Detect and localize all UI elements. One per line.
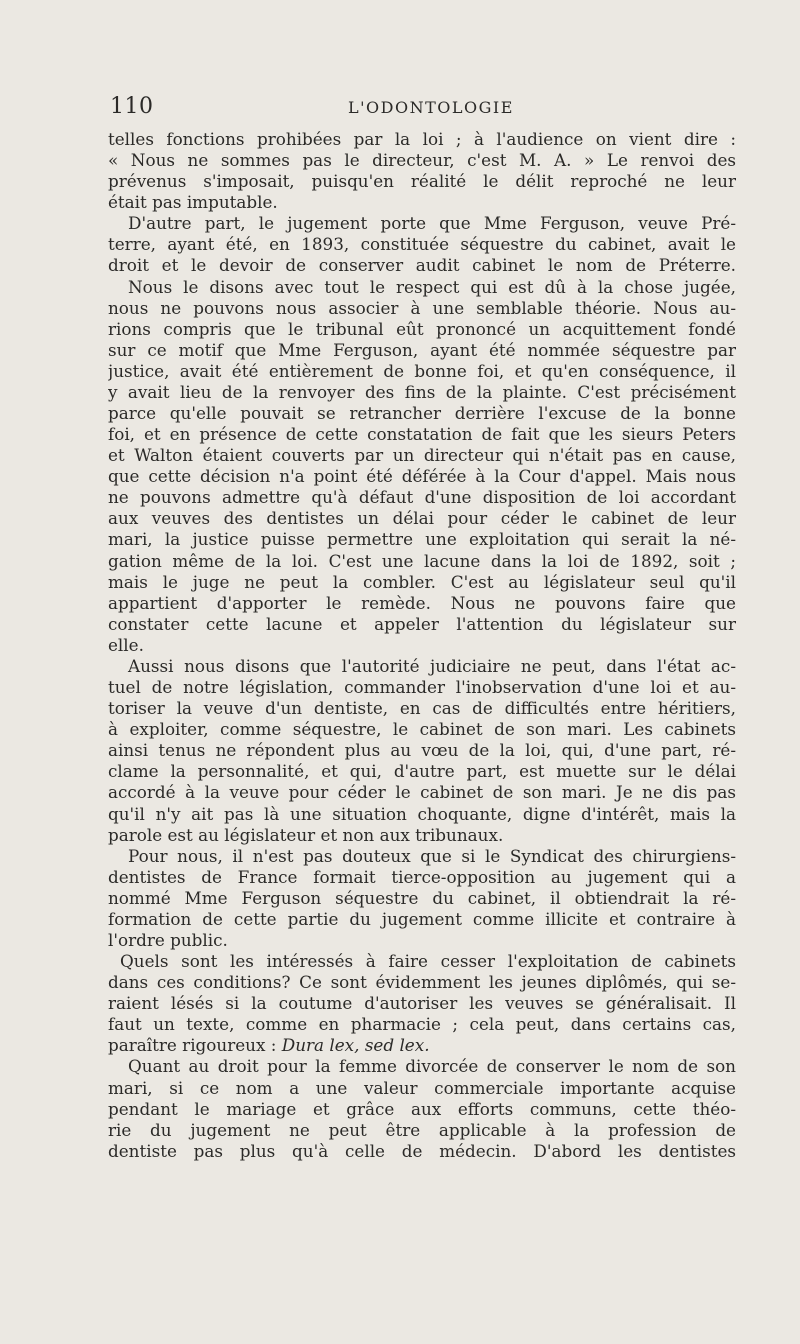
text-line: rie du jugement ne peut être applicable à la profession de [108, 1119, 736, 1140]
text-line: telles fonctions prohibées par la loi ; à l'audience on vient dire : [108, 129, 736, 149]
text-line: clame la personnalité, et qui, d'autre part, est muette sur le délai [108, 761, 736, 782]
text-line: tuel de notre législation, commander l'inobservation d'une loi et au- [108, 677, 736, 698]
text-line: accordé à la veuve pour céder le cabinet de son mari. Je ne dis pas [108, 782, 736, 803]
text-line: elle. [108, 634, 144, 655]
text-line: Aussi nous disons que l'autorité judiciaire ne peut, dans l'état ac- [128, 655, 736, 676]
text-line: constater cette lacune et appeler l'attention du législateur sur [108, 613, 736, 634]
text-fragment: paraître rigoureux : [108, 1035, 282, 1056]
latin-maxim: Dura lex, sed lex. [281, 1035, 430, 1056]
text-line: toriser la veuve d'un dentiste, en cas de difficultés entre héritiers, [108, 698, 736, 719]
text-line: ne pouvons admettre qu'à défaut d'une disposition de loi accordant [108, 487, 736, 508]
text-line: dentistes de France formait tierce-opposition au jugement qui a [108, 866, 736, 887]
text-line: dentiste pas plus qu'à celle de médecin. D'abord les dentistes [108, 1140, 736, 1161]
text-line: mari, la justice puisse permettre une exploitation qui serait la né- [108, 529, 736, 550]
text-line: sur ce motif que Mme Ferguson, ayant été nommée séquestre par [108, 339, 736, 360]
text-line-with-italic [108, 1035, 736, 1056]
text-line: était pas imputable. [108, 192, 278, 213]
text-line: aux veuves des dentistes un délai pour céder le cabinet de leur [108, 508, 736, 529]
text-line: dans ces conditions? Ce sont évidemment les jeunes diplômés, qui se- [108, 972, 736, 993]
body-text [108, 129, 736, 1162]
page-number: 110 [110, 94, 154, 119]
text-line: l'ordre public. [108, 929, 228, 950]
text-line: gation même de la loi. C'est une lacune dans la loi de 1892, soit ; [108, 550, 736, 571]
text-line: qu'il n'y ait pas là une situation choquante, digne d'intérêt, mais la [108, 803, 736, 824]
page-header [110, 94, 790, 124]
text-line: pendant le mariage et grâce aux efforts communs, cette théo- [108, 1098, 736, 1119]
text-line: y avait lieu de la renvoyer des fins de la plainte. C'est précisément [108, 381, 736, 402]
text-line: et Walton étaient couverts par un directeur qui n'était pas en cause, [108, 445, 736, 466]
text-line: droit et le devoir de conserver audit cabinet le nom de Préterre. [108, 255, 736, 276]
text-line: parole est au législateur et non aux tribunaux. [108, 824, 504, 845]
running-head: L'ODONTOLOGIE [348, 98, 514, 117]
text-line: « Nous ne sommes pas le directeur, c'est M. A. » Le renvoi des [108, 150, 736, 171]
text-line: ainsi tenus ne répondent plus au vœu de la loi, qui, d'une part, ré- [108, 740, 736, 761]
text-line: faut un texte, comme en pharmacie ; cela peut, dans certains cas, [108, 1014, 736, 1035]
text-line: que cette décision n'a point été déférée à la Cour d'appel. Mais nous [108, 466, 736, 487]
text-line: rions compris que le tribunal eût prononcé un acquittement fondé [108, 318, 736, 339]
text-line: nommé Mme Ferguson séquestre du cabinet, il obtiendrait la ré- [108, 887, 736, 908]
text-line: prévenus s'imposait, puisqu'en réalité le délit reproché ne leur [108, 171, 736, 192]
text-line: nous ne pouvons nous associer à une semblable théorie. Nous au- [108, 297, 736, 318]
text-line: terre, ayant été, en 1893, constituée séquestre du cabinet, avait le [108, 234, 736, 255]
text-line: Quels sont les intéressés à faire cesser l'exploitation de cabinets [120, 951, 736, 972]
text-line: justice, avait été entièrement de bonne foi, et qu'en conséquence, il [108, 360, 736, 381]
text-line: Pour nous, il n'est pas douteux que si le Syndicat des chirurgiens- [128, 845, 736, 866]
text-line: mais le juge ne peut la combler. C'est au législateur seul qu'il [108, 571, 736, 592]
text-line: Quant au droit pour la femme divorcée de conserver le nom de son [128, 1056, 736, 1077]
text-line: Nous le disons avec tout le respect qui est dû à la chose jugée, [128, 276, 736, 297]
text-line: mari, si ce nom a une valeur commerciale importante acquise [108, 1077, 736, 1098]
text-line: raient lésés si la coutume d'autoriser les veuves se généralisait. Il [108, 993, 736, 1014]
text-line: foi, et en présence de cette constatation de fait que les sieurs Peters [108, 424, 736, 445]
text-line: formation de cette partie du jugement comme illicite et contraire à [108, 908, 736, 929]
text-line: à exploiter, comme séquestre, le cabinet de son mari. Les cabinets [108, 719, 736, 740]
text-line: appartient d'apporter le remède. Nous ne pouvons faire que [108, 592, 736, 613]
text-line: D'autre part, le jugement porte que Mme Ferguson, veuve Pré- [128, 213, 736, 234]
text-line: parce qu'elle pouvait se retrancher derrière l'excuse de la bonne [108, 403, 736, 424]
